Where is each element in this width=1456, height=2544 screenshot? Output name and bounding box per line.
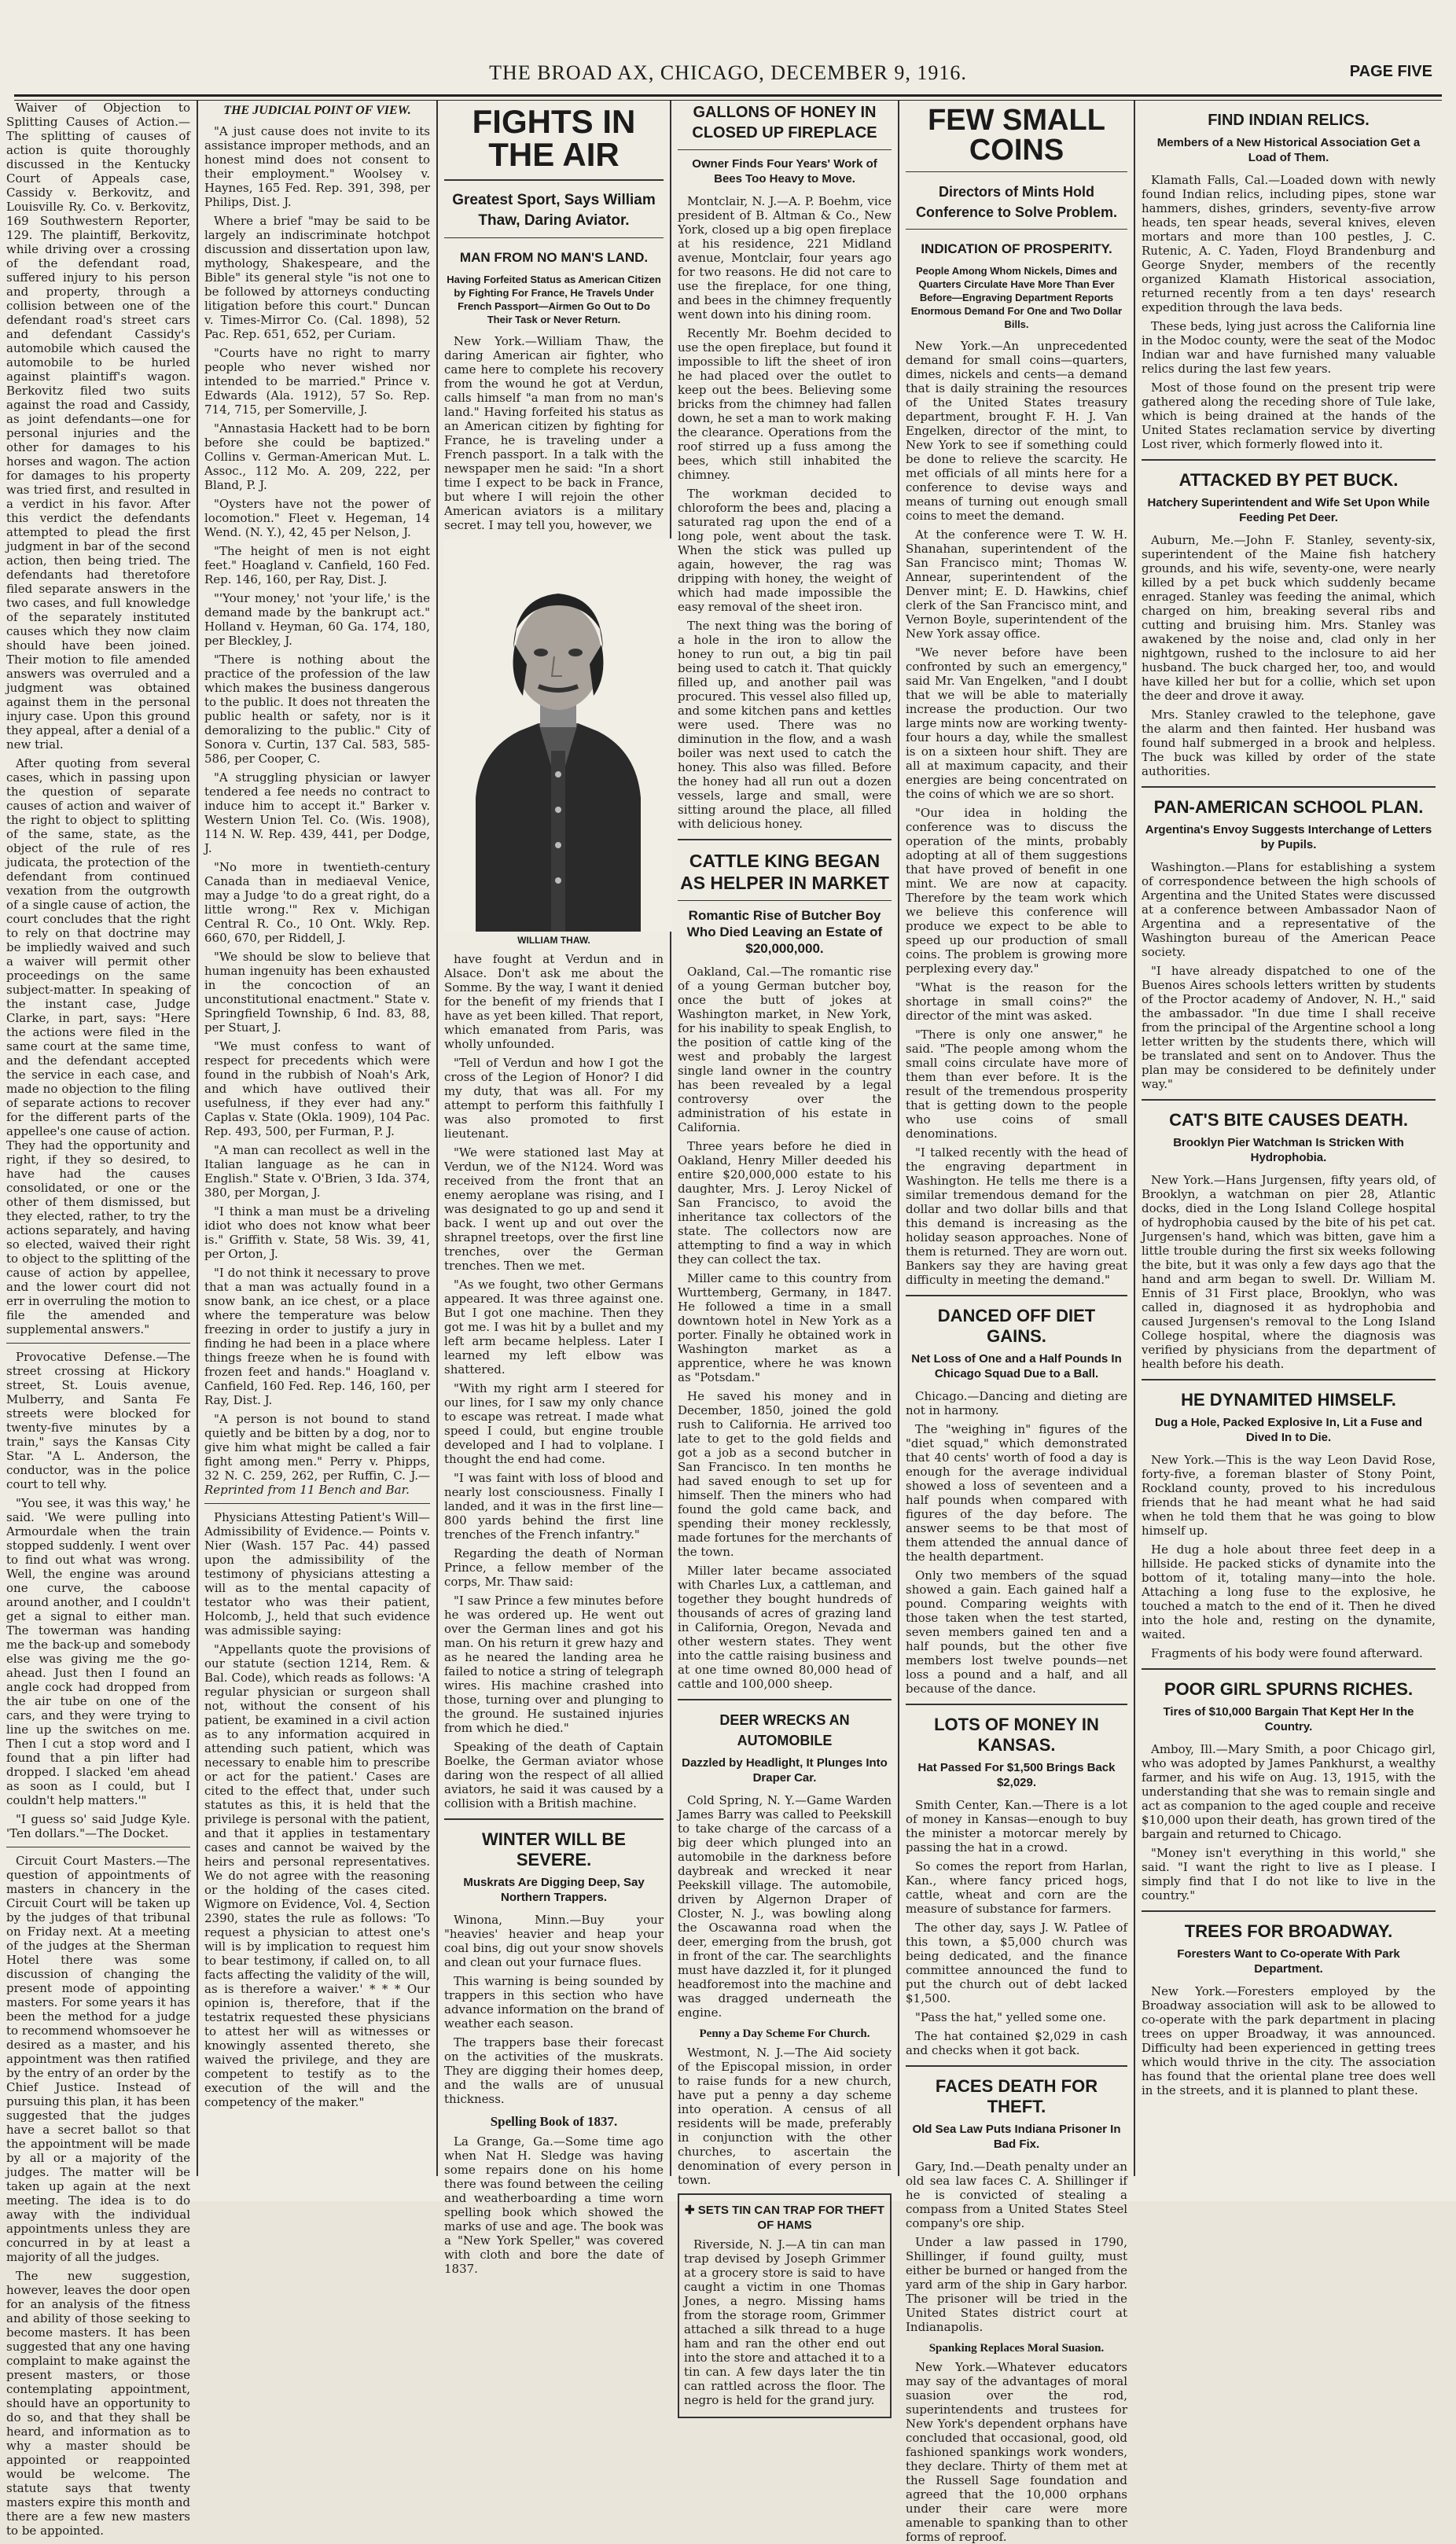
headline: FACES DEATH FOR THEFT. <box>935 2076 1098 2116</box>
article-paragraph: Where a brief "may be said to be largely an indiscriminate hotchpot discussion and dissertation upon law, mythology, Shakespeare, and the Bible" its general style "is not one to be followed by attorneys conducting litigation before this court." Duncan v. Times-Mirror Co. (Cal. 1898), 52 Pac. Rep. 651, 652, per Curiam. <box>204 214 430 341</box>
section-heading: THE JUDICIAL POINT OF VIEW. <box>223 104 411 117</box>
deck: Hat Passed For $1,500 Brings Back $2,029. <box>917 1761 1116 1789</box>
article-paragraph: "We must confess to want of respect for precedents which were found in the rubbish of Noah's Ark, and which have outlived their usefulness, if they ever had any." Caplas v. State (Okla. 1909), 104 Pac. Rep. 493, 500, per Furman, P. J. <box>204 1039 430 1138</box>
article-paragraph: "No more in twentieth-century Canada than in mediaeval Venice, may a Judge 'to do a great right, do a little wrong.'" Rex v. Michigan Central R. Co., 10 Ont. Wkly. Rep. 660, 670, per Riddell, J. <box>204 860 430 945</box>
article-paragraph: He saved his money and in December, 1850, joined the gold rush to California. He arrived too late to get to the gold fields and got a job as a second butcher in San Francisco. In ten months he had saved enough to set up for himself. Then the miners who had found the gold came back, and spending their money recklessly, made fortunes for the merchants of the town. <box>678 1389 892 1559</box>
article-paragraph: The workman decided to chloroform the bees and, placing a saturated rag upon the end of a long pole, went about the task. When the stick was pulled up again, however, the rag was dripping with honey, the weight of which had made impossible the easy removal of the sheet iron. <box>678 487 892 614</box>
article-paragraph: "I guess so' said Judge Kyle. 'Ten dollars."—The Docket. <box>6 1812 190 1840</box>
credit-line: Reprinted from 11 Bench and Bar. <box>204 1483 410 1497</box>
article-paragraph: Waiver of Objection to Splitting Causes of Action.—The splitting of causes of action is quite thoroughly discussed in the Kentucky Court of Appeals case, Cassidy v. Berkovitz, and Louisville Ry. Co. v. Berkovitz, 169 Southwestern Reporter, 129. The plaintiff, Berkovitz, while driving over a crossing of the defendant road, suffered injury to his person and property, through a collision between one of the defendant road's street cars and defendant Cassidy's automobile which caused the automobile to be hurled against plaintiff's wagon. Berkovitz filed two suits against the road and Cassidy, as joint defendants—one for personal injuries and the other for damages to his horses and wagon. The action for damages to his property was tried first, and resulted in a verdict in his favor. After this verdict the defendants attempted to plead the first judgment in bar of the second action, then being tried. The defendants had theretofore filed separate answers in the two cases, and full knowledge of the separately instituted causes which they now claim should have been joined. Their motion to file amended answers was overruled and a judgment was obtained against them in the personal injury case. Upon this ground they appeal, after a denial of a new trial. <box>6 101 190 752</box>
divider <box>906 1295 1127 1296</box>
headline: DANCED OFF DIET GAINS. <box>937 1306 1096 1346</box>
divider <box>906 1704 1127 1705</box>
article-paragraph: "There is only one answer," he said. "The people among whom the small coins circulate have more of them than ever before. It is the result of the tremendous prosperity that is getting down to the people who use coins of small denominations. <box>906 1028 1127 1141</box>
subheadline: INDICATION OF PROSPERITY. <box>921 241 1112 256</box>
article-paragraph: "The height of men is not eight feet." Hoagland v. Canfield, 160 Fed. Rep. 146, 160, per Ray, Dist. J. <box>204 544 430 586</box>
article-paragraph: "We were stationed last May at Verdun, we of the N124. Word was received from the front that an enemy aeroplane was rising, and I was designated to go up and send it back. I went up and out over the shrapnel treetops, over the first line trenches, over the German trenches. Then we met. <box>444 1145 664 1273</box>
divider <box>1142 1379 1436 1380</box>
article-paragraph: New York.—Foresters employed by the Broadway association will ask to be allowed to co-operate with the park department in placing trees on upper Broadway, it was announced. Difficulty had been experienced in getting trees which would thrive in the city. The association has found that the oriental plane tree does well in the streets, and it is planned to plant these. <box>1142 1984 1436 2097</box>
divider <box>678 839 892 840</box>
headline: TREES FOR BROADWAY. <box>1184 1921 1393 1941</box>
article-paragraph: "'Your money,' not 'your life,' is the demand made by the bankrupt act." Holland v. Heyman, 60 Ga. 174, 180, per Bleckley, J. <box>204 591 430 648</box>
headline: ATTACKED BY PET BUCK. <box>1178 470 1399 490</box>
article-paragraph: Washington.—Plans for establishing a system of correspondence between the high schools of Argentina and the United States were discussed at a conference between Ambassador Naon of Argentina and a representative of the Washington bureau of the American Peace society. <box>1142 860 1436 959</box>
article-paragraph: "You see, it was this way,' he said. 'We were pulling into Armourdale when the train stopped suddenly. I went over to find out what was wrong. Well, the engine was around one curve, the caboose around another, and I couldn't get a signal to either man. The towerman was handing me the back-up and somebody else was giving me the go-ahead. Just then I found an angle cock had dropped from the air tube on one of the cars, and they were trying to line up the switches on me. Then I cut a stop word and I found that a pin lifter had dropped. I slacked 'em ahead as soon as I could, but I couldn't help matters.'" <box>6 1496 190 1807</box>
headline: CATTLE KING BEGAN AS HELPER IN MARKET <box>680 851 889 893</box>
article-paragraph: New York.—An unprecedented demand for small coins—quarters, dimes, nickels and cents—a demand that is daily straining the resources of the United States treasury department, brought F. H. J. Van Engelken, director of the mint, to New York to see if something could be done to relieve the scarcity. He met officials of all mints here for a conference to devise ways and means of turning out enough small coins to meet the demand. <box>906 339 1127 523</box>
divider <box>444 1818 664 1820</box>
article-paragraph: At the conference were T. W. H. Shanahan, superintendent of the San Francisco mint; Thomas W. Annear, superintendent of the Denver mint; E. D. Hawkins, chief clerk of the San Francisco mint, and Vernon Boyle, superintendent of the New York assay office. <box>906 528 1127 641</box>
divider <box>444 237 664 238</box>
article-paragraph: "Oysters have not the power of locomotion." Fleet v. Hegeman, 14 Wend. (N. Y.), 42, 45 per Nelson, J. <box>204 497 430 539</box>
article-paragraph: "With my right arm I steered for our lines, for I saw my only chance to escape was retreat. I made what speed I could, but engine trouble developed and I had to volplane. I thought the end had come. <box>444 1381 664 1466</box>
article-paragraph: "A just cause does not invite to its assistance improper methods, and an honest mind does not consent to their employment." Woolsey v. Haynes, 165 Fed. Rep. 391, 398, per Philips, Dist. J. <box>204 124 430 209</box>
divider <box>678 1699 892 1700</box>
article-paragraph: "Our idea in holding the conference was to discuss the operation of the mints, probably adopting at all of them suggestions that have proved of benefit in one mint. We are now at capacity. Therefore by the team work which we believe this conference will produce we expect to be able to speed up our production of small coins. The problem is growing more perplexing every day." <box>906 806 1127 976</box>
deck: Net Loss of One and a Half Pounds In Chicago Squad Due to a Ball. <box>911 1352 1122 1380</box>
article-paragraph: Three years before he died in Oakland, Henry Miller deeded his entire $20,000,000 estate to his daughter, Mrs. J. Leroy Nickel of San Francisco, to avoid the inheritance tax collectors of the state. The collectors now are attempting to find a way in which they can collect the tax. <box>678 1139 892 1266</box>
subheadline: MAN FROM NO MAN'S LAND. <box>459 250 649 265</box>
headline-text: SETS TIN CAN TRAP FOR THEFT OF HAMS <box>697 2204 884 2232</box>
headline: Spanking Replaces Moral Suasion. <box>928 2342 1105 2355</box>
article-paragraph: Cold Spring, N. Y.—Game Warden James Barry was called to Peekskill to take charge of the carcass of a big deer which plunged into an automobile in the darkness before daybreak and wrecked it near Peekskill village. The automobile, driven by Algernon Draper of Closter, N. J., was bowling along the Oscawanna road when the deer, emerging from the brush, got in front of the car. The searchlights must have dazzled it, for it plunged headforemost into the machine and was dragged underneath the engine. <box>678 1793 892 2020</box>
boxed-article <box>678 2193 892 2418</box>
headline: FIND INDIAN RELICS. <box>1208 112 1370 129</box>
subheadline: Greatest Sport, Says William Thaw, Daring Aviator. <box>452 192 656 229</box>
article-paragraph: "As we fought, two other Germans appeared. It was three against one. But I got one machine. Then they got me. I was hit by a bullet and my left arm became helpless. Later I learned my left elbow was shattered. <box>444 1278 664 1377</box>
article-paragraph: "We should be slow to believe that human ingenuity has been exhausted in the concoction of an unconstitutional enactment." State v. Springfield Township, 6 Ind. 83, 88, per Stuart, J. <box>204 950 430 1035</box>
article-paragraph: "I was faint with loss of blood and nearly lost consciousness. Finally I landed, and it was in the first line—800 yards behind the first line trenches of the French infantry." <box>444 1471 664 1542</box>
column-6 <box>1135 101 1442 2180</box>
divider <box>1142 1099 1436 1101</box>
divider <box>678 149 892 150</box>
article-paragraph: Auburn, Me.—John F. Stanley, seventy-six, superintendent of the Maine fish hatchery grounds, and his wife, seventy-one, were nearly killed by a pet buck which suddenly became enraged. Stanley was feeding the animal, which charged on him, breaking several ribs and cutting and bruising him. Mrs. Stanley was awakened by the noise and, clad only in her nightgown, rushed to the inclosure to aid her husband. The buck charged her, too, and would have killed her but for a collie, which set upon the deer and drove it away. <box>1142 533 1436 703</box>
article-paragraph: "There is nothing about the practice of the profession of the law which makes the business dangerous to the public. It does not threaten the public health or safety, nor is it demoralizing to the public." City of Sonora v. Curtin, 137 Cal. 583, 585-586, per Cooper, C. <box>204 653 430 766</box>
deck: Old Sea Law Puts Indiana Prisoner In Bad Fix. <box>912 2123 1121 2151</box>
article-paragraph: Circuit Court Masters.—The question of appointments of masters in chancery in the Circuit Court will be taken up by the judges of that tribunal on Friday next. At a meeting of the judges at the Sherman Hotel there was some discussion of changing the present mode of appointing masters. For some years it has been the method for a judge to recommend whomsoever he desired as a master, and his appointment was then ratified by the entry of an order by the Chief Justice. Instead of pursuing this plan, it has been suggested that the judges have a secret ballot so that the appointment will be made by all or a majority of the judges. The matter will be taken up again at the next meeting. The idea is to do away with the individual appointments unless they are concurred in by at least a majority of all the judges. <box>6 1854 190 2264</box>
article-paragraph: have fought at Verdun and in Alsace. Don't ask me about the Somme. By the way, I want it denied for the benefit of my friends that I have as yet been killed. That report, which emanated from Paris, was wholly unfounded. <box>444 952 664 1051</box>
article-text: Points v. Nier (Wash. 157 Pac. 44) passed upon the admissibility of the testimony of physicians attesting a will as to the mental capacity of testator who was their patient, Holcomb, J., held that such evidence was admissible saying: <box>204 1524 430 1638</box>
deck: Dug a Hole, Packed Explosive In, Lit a Fuse and Dived In to Die. <box>1154 1416 1423 1444</box>
column-5 <box>899 101 1134 2544</box>
photo-caption: WILLIAM THAW. <box>517 935 590 946</box>
divider <box>1142 459 1436 461</box>
article-paragraph: "A struggling physician or lawyer tendered a fee needs no contract to induce him to accept it." Barker v. Western Union Tel. Co. (Wis. 1908), 114 N. W. Rep. 439, 441, per Dodge, J. <box>204 770 430 855</box>
article-paragraph: "I talked recently with the head of the engraving department in Washington. He tells me there is a similar tremendous demand for the dollar and two dollar bills and that this demand is increasing as the holiday season approaches. None of them is returned. They are worn out. Bankers say they are having great difficulty in meeting the demand." <box>906 1145 1127 1287</box>
article-paragraph: The hat contained $2,029 in cash and checks when it got back. <box>906 2029 1127 2057</box>
article-paragraph: "We never before have been confronted by such an emergency," said Mr. Van Engelken, "and I doubt that we will be able to materially increase the production. Our two large mints now are working twenty-four hours a day, while the smallest is on a sixteen hour shift. They are all at maximum capacity, and their energies are being concentrated on the coins of which we are so short. <box>906 645 1127 801</box>
divider <box>1142 1910 1436 1912</box>
article-paragraph: "What is the reason for the shortage in small coins?" the director of the mint was asked. <box>906 980 1127 1023</box>
article-paragraph: Regarding the death of Norman Prince, a fellow member of the corps, Mr. Thaw said: <box>444 1546 664 1589</box>
article-paragraph: The next thing was the boring of a hole in the iron to allow the honey to run out, a big tin pail being used to catch it. That quickly filled up, and another pail was procured. This vessel also filled up, and some kitchen pans and kettles were used. There was no diminution in the flow, and a wash boiler was next used to catch the honey. This also was filled. Before the honey had all run out a dozen vessels, large and small, were sitting around the place, all filled with delicious honey. <box>678 619 892 831</box>
headline: PAN-AMERICAN SCHOOL PLAN. <box>1153 797 1424 817</box>
divider <box>6 1343 190 1344</box>
article-paragraph: "Pass the hat," yelled some one. <box>915 2010 1106 2024</box>
headline: HE DYNAMITED HIMSELF. <box>1181 1390 1396 1410</box>
headline <box>684 2203 885 2233</box>
article-paragraph: "Tell of Verdun and how I got the cross of the Legion of Honor? I did my duty, that was all. For my attempt to perform this faithfully I was also promoted to first lieutenant. <box>444 1056 664 1141</box>
article-paragraph: The "weighing in" figures of the "diet squad," which demonstrated that 40 cents' worth of food a day is enough for the average individual showed a loss of seventeen and a half pounds when compared with figures of the day before. The answer seems to be that most of them attended the annual dance of the health department. <box>906 1422 1127 1564</box>
article-paragraph: Klamath Falls, Cal.—Loaded down with newly found Indian relics, including pipes, stone war hammers, dishes, grinders, seventy-five arrow heads, ten spear heads, several knives, eleven mortars and more than 100 pestles, J. C. Rutenic, A. C. Yaden, Floyd Brandenburg and George Snyder, members of the recently organized Klamath Historical association, returned recently from a ten days' research expedition through the lava beds. <box>1142 173 1436 314</box>
article-paragraph: "I think a man must be a driveling idiot who does not know what beer is." Griffith v. State, 58 Wis. 39, 41, per Orton, J. <box>204 1204 430 1261</box>
divider <box>678 900 892 901</box>
article-paragraph: The trappers base their forecast on the activities of the muskrats. They are digging their homes deep, and the walls are of unusual thickness. <box>444 2035 664 2106</box>
deck: Dazzled by Headlight, It Plunges Into Draper Car. <box>682 1756 888 1785</box>
article-paragraph: Gary, Ind.—Death penalty under an old sea law faces C. A. Shillinger if he is convicted of stealing a compass from a United States Steel company's ore ship. <box>906 2160 1127 2230</box>
article-paragraph: Montclair, N. J.—A. P. Boehm, vice president of B. Altman & Co., New York, closed up a big open fireplace at his residence, 221 Midland avenue, Montclair, four years ago for two reasons. He did not care to use the fireplace, for one thing, and bees in the chimney frequently went down into his dining room. <box>678 194 892 322</box>
divider <box>1142 1668 1436 1670</box>
article-paragraph: New York.—Hans Jurgensen, fifty years old, of Brooklyn, a watchman on pier 28, Atlantic docks, died in the Long Island College hospital of hydrophobia caused by the bite of his pet cat. Jurgensen's hand, which was bitten, gave him a little trouble during the first six weeks following the bite, but it was only a few days ago that the hand and arm began to swell. Dr. William M. Ennis of 31 First place, Brooklyn, who was called in, diagnosed it as hydrophobia and caused Jurgensen's removal to the Long Island College hospital, where the diagnosis was verified by physicians from the department of health before his death. <box>1142 1173 1436 1371</box>
article-paragraph: New York.—William Thaw, the daring American air fighter, who came here to complete his recovery from the wound he got at Verdun, calls himself "a man from no man's land." Having forfeited his status as an American citizen by fighting for France, he is traveling under a French passport. In a talk with the newspaper men he said: "In a short time I expect to be back in France, but where I will rejoin the other American aviators is a military secret. I may tell you, however, we <box>444 334 664 532</box>
article-paragraph: "A man can recollect as well in the Italian language as he can in English." State v. O'Brien, 3 Ida. 374, 380, per Morgan, J. <box>204 1143 430 1200</box>
article-paragraph: Mrs. Stanley crawled to the telephone, gave the alarm and then fainted. Her husband was found half submerged in a brook and helpless. The buck was killed by order of the state authorities. <box>1142 708 1436 778</box>
article-paragraph: Chicago.—Dancing and dieting are not in harmony. <box>906 1389 1127 1417</box>
article-paragraph: New York.—Whatever educators may say of the advantages of moral suasion over the rod, superintendents and trustees for New York's dependent orphans have concluded that occasional, good, old fashioned spankings work wonders, they declare. Thirty of them met at the Russell Sage foundation and agreed that the 10,000 orphans under their care were more amenable to spanking than to other forms of reproof. <box>906 2360 1127 2544</box>
deck: Owner Finds Four Years' Work of Bees Too Heavy to Move. <box>692 157 877 186</box>
masthead-rule <box>14 94 1442 101</box>
deck: Members of a New Historical Association Get a Load of Them. <box>1156 136 1421 164</box>
cross-ornament-icon: ✚ <box>685 2204 695 2217</box>
article-paragraph: Provocative Defense.—The street crossing at Hickory street, St. Louis avenue, Mulberry, and Santa Fe streets were blocked for twenty-five minutes by a train," says the Kansas City Star. "A L. Anderson, the conductor, was in the police court to tell why. <box>6 1350 190 1491</box>
page-number: PAGE FIVE <box>1349 63 1432 80</box>
article-paragraph: "I saw Prince a few minutes before he was ordered up. He went out over the German lines and got his man. On his return it grew hazy and as he neared the landing area he failed to notice a string of telegraph wires. His machine crashed into those, turning over and plunging to the ground. He sustained injuries from which he died." <box>444 1594 664 1735</box>
article-paragraph: Fragments of his body were found afterward. <box>1151 1646 1423 1660</box>
subheadline: Directors of Mints Hold Conference to Solve Problem. <box>915 184 1118 220</box>
deck: Romantic Rise of Butcher Boy Who Died Leaving an Estate of $20,000,000. <box>686 908 883 956</box>
article-paragraph: Recently Mr. Boehm decided to use the open fireplace, but found it impossible to lift the sheet of iron he had placed over the outlet to keep out the bees. Believing some bricks from the chimney had fallen down, he set a man to work making the clearance. Operations from the roof stirred up a fuss among the bees, which still inhabited the chimney. <box>678 326 892 482</box>
column-2 <box>198 101 436 2180</box>
column-1 <box>0 101 197 2538</box>
article-paragraph: "Annastasia Hackett had to be born before she could be baptized." Collins v. German-American Mut. L. Assoc., 112 Mo. A. 209, 222, per Bland, P. J. <box>204 421 430 492</box>
article-paragraph: "I do not think it necessary to prove that a man was actually found in a snow bank, an ice chest, or a place where the temperature was below freezing in order to justify a jury in finding he had been in a place where things freeze when he is found with frozen feet and hands." Hoagland v. Canfield, 160 Fed. Rep. 146, 160, per Ray, Dist. J. <box>204 1266 430 1407</box>
article-paragraph: The new suggestion, however, leaves the door open for an analysis of the fitness and ability of those seeking to become masters. It has been suggested that any one having complaint to make against the present masters, or those contemplating appointment, should have an opportunity to do so, and that they shall be heard, and information as to why a master should be appointed or reappointed would be welcome. The statute says that twenty masters expire this month and there are a few new masters to be appointed. <box>6 2269 190 2538</box>
article-paragraph: Oakland, Cal.—The romantic rise of a young German butcher boy, once the butt of jokes at Washington market, in New York, for his inability to speak English, to the position of cattle king of the west and probably the largest single land owner in the country has been revealed by a legal controversy over the administration of his estate in California. <box>678 965 892 1134</box>
article-paragraph: Smith Center, Kan.—There is a lot of money in Kansas—enough to buy the minister a motorcar merely by passing the hat in a crowd. <box>906 1798 1127 1855</box>
masthead-title: THE BROAD AX, CHICAGO, DECEMBER 9, 1916. <box>489 61 967 84</box>
article-paragraph: Only two members of the squad showed a gain. Each gained half a pound. Comparing weights with those taken when the test started, seven members gained ten and a half pounds, but the other five members lost twelve pounds—net loss a pound and a half, and all because of the dance. <box>906 1568 1127 1696</box>
article-paragraph: Winona, Minn.—Buy your "heavies' heavier and heap your coal bins, dig out your snow shovels and clean out your furnace flues. <box>444 1913 664 1969</box>
article-paragraph: "Appellants quote the provisions of our statute (section 1214, Rem. & Bal. Code), which reads as follows: 'A regular physician or surgeon shall not, without the consent of his patient, be examined in a civil action as to any information acquired in attending such patient, which was necessary to enable him to prescribe or act for the patient.' Cases are cited to the effect that, under such statutes as this, it is held that the privilege is personal with the patient, and that it applies in testamentary cases and cannot be waived by the heirs and personal representatives. We do not agree with the reasoning or the holding of the cases cited. Wigmore on Evidence, Vol. 4, Section 2390, states the rule as follows: 'To request a physician to attest one's will is by implication to request him to bear testimony, if called on, to all facts affecting the validity of the will, as is therefore a waiver.' * * * Our opinion is, therefore, that if the testatrix requested these physicians to attest her will as witnesses or knowingly assented thereto, she waived the privilege, and they are competent to testify as to the execution of the will and the competency of the maker." <box>204 1642 430 2109</box>
portrait-photo <box>444 539 672 932</box>
headline: LOTS OF MONEY IN KANSAS. <box>934 1715 1099 1755</box>
divider <box>444 179 664 181</box>
headline: Penny a Day Scheme For Church. <box>699 2027 870 2040</box>
headline: Spelling Book of 1837. <box>490 2114 618 2129</box>
deck: Brooklyn Pier Watchman Is Stricken With Hydrophobia. <box>1173 1136 1404 1164</box>
article-paragraph <box>204 1510 430 1638</box>
article-paragraph <box>204 1412 430 1497</box>
headline: GALLONS OF HONEY IN CLOSED UP FIREPLACE <box>692 104 877 142</box>
article-paragraph: "Courts have no right to marry people who never wished nor intended to be married." Prince v. Edwards (Ala. 1912), 57 So. Rep. 714, 715, per Somerville, J. <box>204 346 430 417</box>
article-paragraph: The other day, says J. W. Patlee of this town, a $5,000 church was being dedicated, and the finance committee announced the fund to put the church out of debt lacked $1,500. <box>906 1921 1127 2005</box>
deck: Argentina's Envoy Suggests Interchange of Letters by Pupils. <box>1145 823 1432 851</box>
deck: Muskrats Are Digging Deep, Say Northern Trappers. <box>463 1876 645 1904</box>
headline: FEW SMALL COINS <box>928 104 1105 167</box>
divider <box>204 1503 430 1504</box>
article-paragraph: "I have already dispatched to one of the Buenos Aires schools letters written by students of the Proctor academy of Andover, N. H.," said the ambassador. "In due time I shall receive from the principal of the Argentine school a long letter written by the students there, which will be translated and sent on to Andover. Thus the plan may be considered to be definitely under way." <box>1142 964 1436 1091</box>
headline: FIGHTS IN THE AIR <box>472 103 636 173</box>
article-paragraph: He dug a hole about three feet deep in a hillside. He packed sticks of dynamite into the bottom of it, totaling many—into the hole. Attaching a long fuse to the explosive, he touched a match to the end of it. Then he dived into the hole and, resting on the dynamite, waited. <box>1142 1542 1436 1641</box>
article-paragraph: Westmont, N. J.—The Aid society of the Episcopal mission, in order to raise funds for a new church, have put a penny a day scheme into operation. A census of all residents will be made, preferably in conjunction with the other churches, to ascertain the denomination of every person in town. <box>678 2046 892 2187</box>
article-paragraph: These beds, lying just across the California line in the Modoc county, were the seat of the Modoc Indian war and have furnished many valuable relics during the last few years. <box>1142 319 1436 376</box>
article-paragraph: Miller came to this country from Wurttemberg, Germany, in 1847. He followed a time in a small downtown hotel in New York as a porter. Finally he obtained work in Washington market as a apprentice, where he was known as "Potsdam." <box>678 1271 892 1384</box>
deck: Foresters Want to Co-operate With Park Department. <box>1177 1947 1400 1976</box>
article-paragraph: New York.—This is the way Leon David Rose, forty-five, a foreman blaster of Stony Point, Rockland county, proved to his incredulous friends that he had meant what he had said when he told them that he was going to blow himself up. <box>1142 1453 1436 1538</box>
masthead <box>0 55 1456 94</box>
article-paragraph: Under a law passed in 1790, Shillinger, if found guilty, must either be burned or hanged from the yard arm of the ship in Gary harbor. The prisoner will be tried in the United States district court at Indianapolis. <box>906 2235 1127 2334</box>
article-paragraph: This warning is being sounded by trappers in this section who have advance information on the brand of weather each season. <box>444 1974 664 2031</box>
article-paragraph: La Grange, Ga.—Some time ago when Nat H. Sledge was having some repairs done on his home there was found between the ceiling and weatherboarding a time worn spelling book which showed the marks of use and age. The book was a "New York Speller," was covered with cloth and bore the date of 1837. <box>444 2134 664 2276</box>
divider <box>906 171 1127 172</box>
article-paragraph: So comes the report from Harlan, Kan., where fancy priced hogs, cattle, wheat and corn are the measure of substance for farmers. <box>906 1859 1127 1916</box>
deck: Tires of $10,000 Bargain That Kept Her In the Country. <box>1163 1705 1414 1733</box>
quote-text: "A person is not bound to stand quietly and be bitten by a dog, nor to give him what might be called a fair fight among men." Perry v. Phipps, 32 N. C. 259, 262, per Ruffin, C. J.— <box>204 1412 430 1483</box>
headline: CAT'S BITE CAUSES DEATH. <box>1169 1110 1408 1130</box>
headline: DEER WRECKS AN AUTOMOBILE <box>719 1712 850 1748</box>
divider <box>906 2065 1127 2067</box>
deck: Having Forfeited Status as American Citizen by Fighting For France, He Travels Under French Passport—Airmen Go Out to Do Their Task or Never Return. <box>447 274 661 325</box>
deck: Hatchery Superintendent and Wife Set Upon While Feeding Pet Deer. <box>1147 496 1430 524</box>
article-paragraph: After quoting from several cases, which in passing upon the question of separate causes of action and waiver of the right to object to splitting of the same, state, as the object of the rule of res judicata, the protection of the defendant from continued vexation from the outgrowth of a single cause of action, the court concludes that the right to rely on that doctrine may be impliedly waived and such a waiver will permit other proceedings on the same subject-matter. In speaking of the instant case, Judge Clarke, in part, says: "Here the actions were filed in the same court at the same time, and the defendant accepted the service in each case, and made no objection to the filing of separate actions to recover for the different parts of the appellee's one cause of action. They had the opportunity and right, if they so desired, to have had the causes consolidated, or one or the other of them dismissed, but they elected, rather, to try the actions separately, and having so elected, waived their right to object to the splitting of the cause of action by appellee, and the lower court did not err in overruling the motion to file the amended and supplemental answers." <box>6 756 190 1336</box>
headline: POOR GIRL SPURNS RICHES. <box>1164 1679 1414 1699</box>
divider <box>1142 786 1436 788</box>
headline: WINTER WILL BE SEVERE. <box>482 1829 626 1869</box>
column-4 <box>671 101 898 2407</box>
article-paragraph: Miller later became associated with Charles Lux, a cattleman, and together they bought hundreds of thousands of acres of grazing land in California, Oregon, Nevada and other western states. They went into the cattle raising business and at one time owned 80,000 head of cattle and 100,000 sheep. <box>678 1564 892 1691</box>
divider <box>906 229 1127 230</box>
deck: People Among Whom Nickels, Dimes and Quarters Circulate Have More Than Ever Before—Engraving Department Reports Enormous Demand For One and Two Dollar Bills. <box>910 265 1123 330</box>
article-heading: Physicians Attesting Patient's Will—Admissibility of Evidence.— <box>204 1510 430 1539</box>
article-paragraph: "Money isn't everything in this world," she said. "I want the right to live as I please. I simply find that I do not like to live in the country." <box>1142 1846 1436 1902</box>
column-3 <box>438 101 670 2276</box>
article-paragraph: Speaking of the death of Captain Boelke, the German aviator whose daring won the respect of all allied aviators, he said it was caused by a collision with a British machine. <box>444 1740 664 1811</box>
article-paragraph: Amboy, Ill.—Mary Smith, a poor Chicago girl, who was adopted by James Pankhurst, a wealthy farmer, and his wife on Aug. 13, 1915, with the understanding that she was to remain single and act as companion to the aged couple and receive $10,000 upon their death, has grown tired of the bargain and returned to Chicago. <box>1142 1742 1436 1841</box>
article-paragraph: Most of those found on the present trip were gathered along the receding shore of Tule lake, which is being drained at the hands of the United States reclamation service by diverting Lost river, which formerly flowed into it. <box>1142 380 1436 451</box>
article-paragraph: Riverside, N. J.—A tin can man trap devised by Joseph Grimmer at a grocery store is said to have caught a victim in one Thomas Jones, a negro. Missing hams from the storage room, Grimmer attached a silk thread to a huge ham and ran the other end out into the store and attached it to a tin can. A few days later the tin can rattled across the floor. The negro is held for the grand jury. <box>684 2237 885 2407</box>
